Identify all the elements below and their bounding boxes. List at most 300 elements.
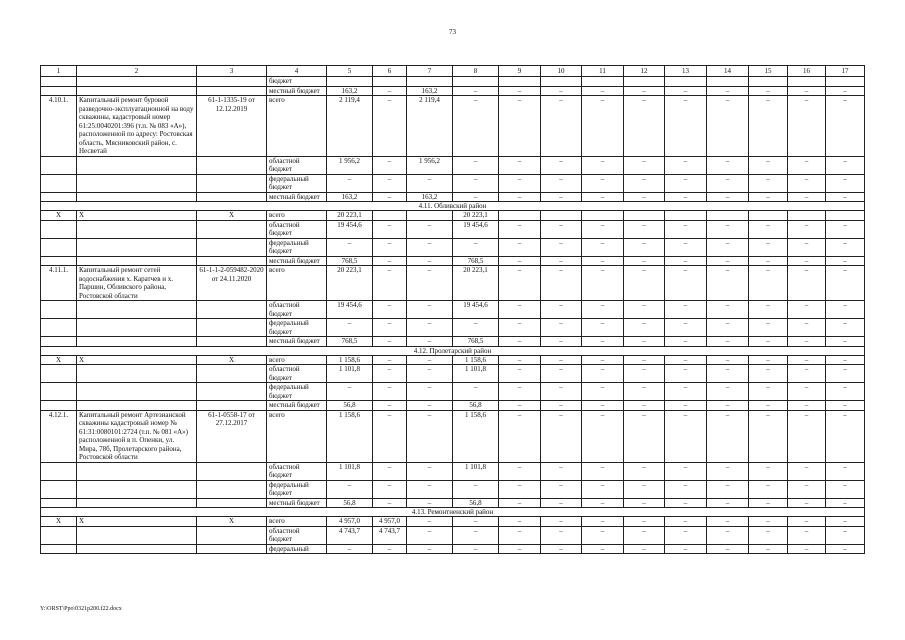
year-amount-cell: – bbox=[453, 156, 499, 174]
funding-source-cell: местный бюджет bbox=[267, 337, 327, 347]
year-amount-cell: – bbox=[749, 256, 788, 266]
year-amount-cell: – bbox=[788, 365, 826, 383]
year-amount-cell: – bbox=[788, 192, 826, 202]
year-amount-cell: – bbox=[453, 174, 499, 192]
item-number-cell bbox=[41, 192, 77, 202]
year-amount-cell bbox=[541, 77, 582, 87]
section-title: 4.11. Обливский район bbox=[41, 202, 865, 211]
year-amount-cell: – bbox=[453, 544, 499, 554]
year-amount-cell: – bbox=[707, 319, 749, 337]
object-name-cell: Капитальный ремонт Артезианской скважины кадастровый номер № 61:31:0080101:2724 (т.п. № 081 «А») расположенной в п. Опенки, ул. Мира, 78б, Пролетарского района, Ростовской области bbox=[77, 410, 197, 462]
year-amount-cell: – bbox=[541, 526, 582, 544]
year-amount-cell: – bbox=[407, 401, 453, 411]
year-amount-cell: – bbox=[453, 517, 499, 527]
funding-source-cell: всего bbox=[267, 517, 327, 527]
object-name-cell bbox=[77, 337, 197, 347]
total-amount-cell: – bbox=[327, 174, 373, 192]
column-header-cell: 10 bbox=[541, 66, 582, 77]
year-amount-cell bbox=[373, 211, 407, 221]
year-amount-cell: – bbox=[707, 410, 749, 462]
year-amount-cell: – bbox=[407, 526, 453, 544]
column-header-cell: 7 bbox=[407, 66, 453, 77]
year-amount-cell: – bbox=[582, 355, 624, 365]
year-amount-cell: – bbox=[407, 301, 453, 319]
year-amount-cell: – bbox=[582, 526, 624, 544]
year-amount-cell: – bbox=[707, 86, 749, 96]
year-amount-cell: – bbox=[624, 301, 665, 319]
total-amount-cell: 1 956,2 bbox=[327, 156, 373, 174]
item-number-cell: 4.10.1. bbox=[41, 96, 77, 157]
year-amount-cell bbox=[373, 77, 407, 87]
year-amount-cell: 19 454,6 bbox=[453, 220, 499, 238]
item-number-cell: X bbox=[41, 211, 77, 221]
year-amount-cell: – bbox=[541, 319, 582, 337]
object-name-cell bbox=[77, 319, 197, 337]
table-row bbox=[41, 517, 865, 527]
year-amount-cell bbox=[707, 77, 749, 87]
column-header-cell: 9 bbox=[499, 66, 541, 77]
funding-source-cell: всего bbox=[267, 96, 327, 157]
object-name-cell bbox=[77, 192, 197, 202]
year-amount-cell: – bbox=[453, 86, 499, 96]
year-amount-cell bbox=[788, 77, 826, 87]
year-amount-cell: – bbox=[499, 462, 541, 480]
year-amount-cell: – bbox=[788, 238, 826, 256]
item-number-cell bbox=[41, 337, 77, 347]
year-amount-cell: – bbox=[665, 174, 707, 192]
year-amount-cell: – bbox=[665, 480, 707, 498]
year-amount-cell: – bbox=[373, 544, 407, 554]
item-number-cell bbox=[41, 77, 77, 87]
year-amount-cell bbox=[826, 211, 865, 221]
year-amount-cell: – bbox=[499, 192, 541, 202]
document-ref-cell bbox=[197, 544, 267, 554]
year-amount-cell: – bbox=[407, 266, 453, 301]
year-amount-cell bbox=[582, 77, 624, 87]
year-amount-cell: – bbox=[582, 256, 624, 266]
document-ref-cell bbox=[197, 383, 267, 401]
year-amount-cell: – bbox=[665, 526, 707, 544]
year-amount-cell: – bbox=[373, 383, 407, 401]
year-amount-cell: – bbox=[826, 401, 865, 411]
year-amount-cell: – bbox=[749, 401, 788, 411]
year-amount-cell: – bbox=[788, 480, 826, 498]
year-amount-cell: – bbox=[373, 174, 407, 192]
year-amount-cell: – bbox=[407, 174, 453, 192]
section-title: 4.13. Ремонтненский район bbox=[41, 508, 865, 517]
year-amount-cell: – bbox=[499, 401, 541, 411]
year-amount-cell: – bbox=[707, 365, 749, 383]
year-amount-cell bbox=[453, 77, 499, 87]
year-amount-cell: – bbox=[707, 383, 749, 401]
table-row bbox=[41, 365, 865, 383]
year-amount-cell: – bbox=[788, 96, 826, 157]
year-amount-cell: – bbox=[788, 86, 826, 96]
table-row bbox=[41, 401, 865, 411]
year-amount-cell: – bbox=[407, 480, 453, 498]
funding-source-cell: федеральный бюджет bbox=[267, 319, 327, 337]
year-amount-cell: – bbox=[499, 337, 541, 347]
year-amount-cell: – bbox=[665, 544, 707, 554]
year-amount-cell: 163,2 bbox=[407, 86, 453, 96]
year-amount-cell: – bbox=[499, 220, 541, 238]
object-name-cell bbox=[77, 544, 197, 554]
funding-source-cell: местный бюджет bbox=[267, 256, 327, 266]
year-amount-cell: – bbox=[541, 220, 582, 238]
year-amount-cell: – bbox=[407, 238, 453, 256]
object-name-cell bbox=[77, 498, 197, 508]
year-amount-cell: – bbox=[749, 174, 788, 192]
year-amount-cell: – bbox=[749, 319, 788, 337]
year-amount-cell: – bbox=[788, 220, 826, 238]
year-amount-cell: – bbox=[749, 220, 788, 238]
year-amount-cell: – bbox=[624, 365, 665, 383]
year-amount-cell: – bbox=[749, 238, 788, 256]
year-amount-cell: – bbox=[499, 174, 541, 192]
year-amount-cell: – bbox=[624, 319, 665, 337]
year-amount-cell: – bbox=[826, 319, 865, 337]
year-amount-cell: – bbox=[582, 192, 624, 202]
year-amount-cell: – bbox=[707, 96, 749, 157]
year-amount-cell: – bbox=[707, 355, 749, 365]
table-row bbox=[41, 301, 865, 319]
year-amount-cell: – bbox=[788, 410, 826, 462]
table-row bbox=[41, 337, 865, 347]
year-amount-cell: – bbox=[624, 96, 665, 157]
object-name-cell bbox=[77, 86, 197, 96]
year-amount-cell bbox=[499, 211, 541, 221]
year-amount-cell: – bbox=[453, 319, 499, 337]
year-amount-cell: – bbox=[826, 462, 865, 480]
year-amount-cell: – bbox=[624, 256, 665, 266]
year-amount-cell: – bbox=[707, 301, 749, 319]
year-amount-cell: – bbox=[749, 156, 788, 174]
year-amount-cell: – bbox=[582, 86, 624, 96]
year-amount-cell: – bbox=[373, 410, 407, 462]
year-amount-cell: – bbox=[499, 365, 541, 383]
funding-source-cell: всего bbox=[267, 410, 327, 462]
year-amount-cell: – bbox=[407, 410, 453, 462]
year-amount-cell bbox=[582, 211, 624, 221]
year-amount-cell: 768,5 bbox=[453, 337, 499, 347]
year-amount-cell: – bbox=[624, 498, 665, 508]
year-amount-cell: – bbox=[541, 544, 582, 554]
year-amount-cell: – bbox=[541, 266, 582, 301]
year-amount-cell: 4 957,0 bbox=[373, 517, 407, 527]
item-number-cell bbox=[41, 220, 77, 238]
year-amount-cell: – bbox=[407, 365, 453, 383]
year-amount-cell: – bbox=[582, 544, 624, 554]
section-row bbox=[41, 508, 865, 517]
total-amount-cell: 4 743,7 bbox=[327, 526, 373, 544]
document-ref-cell bbox=[197, 77, 267, 87]
year-amount-cell: – bbox=[373, 498, 407, 508]
table-row bbox=[41, 86, 865, 96]
year-amount-cell: – bbox=[373, 337, 407, 347]
year-amount-cell: – bbox=[826, 383, 865, 401]
year-amount-cell: – bbox=[541, 238, 582, 256]
document-ref-cell bbox=[197, 174, 267, 192]
total-amount-cell: 768,5 bbox=[327, 256, 373, 266]
year-amount-cell: – bbox=[826, 365, 865, 383]
year-amount-cell: – bbox=[407, 256, 453, 266]
table-row bbox=[41, 174, 865, 192]
total-amount-cell: 20 223,1 bbox=[327, 266, 373, 301]
year-amount-cell: – bbox=[541, 498, 582, 508]
table-row bbox=[41, 544, 865, 554]
year-amount-cell: – bbox=[373, 220, 407, 238]
funding-source-cell: местный бюджет bbox=[267, 192, 327, 202]
year-amount-cell bbox=[499, 77, 541, 87]
year-amount-cell: – bbox=[541, 462, 582, 480]
funding-source-cell: областной бюджет bbox=[267, 301, 327, 319]
item-number-cell: 4.12.1. bbox=[41, 410, 77, 462]
year-amount-cell: – bbox=[407, 319, 453, 337]
document-ref-cell: X bbox=[197, 355, 267, 365]
table-row bbox=[41, 211, 865, 221]
total-amount-cell: – bbox=[327, 480, 373, 498]
year-amount-cell: 19 454,6 bbox=[453, 301, 499, 319]
year-amount-cell: – bbox=[826, 337, 865, 347]
year-amount-cell: – bbox=[707, 256, 749, 266]
funding-source-cell: местный бюджет bbox=[267, 498, 327, 508]
page-number: 73 bbox=[449, 28, 456, 36]
object-name-cell: Капитальный ремонт буровой разведочно-эксплуатационной на воду скважины, кадастровый номер 61:25:0040201:396 (т.п. № 083 «А»), расположенной по адресу: Ростовская область, Мясниковский район, с. Несветай bbox=[77, 96, 197, 157]
total-amount-cell: 163,2 bbox=[327, 86, 373, 96]
year-amount-cell: – bbox=[499, 498, 541, 508]
total-amount-cell: 56,8 bbox=[327, 498, 373, 508]
object-name-cell bbox=[77, 383, 197, 401]
year-amount-cell: – bbox=[788, 544, 826, 554]
year-amount-cell bbox=[749, 211, 788, 221]
year-amount-cell: – bbox=[499, 480, 541, 498]
total-amount-cell: 1 101,8 bbox=[327, 365, 373, 383]
item-number-cell bbox=[41, 319, 77, 337]
year-amount-cell: – bbox=[499, 517, 541, 527]
year-amount-cell: – bbox=[826, 498, 865, 508]
table-row bbox=[41, 383, 865, 401]
object-name-cell bbox=[77, 220, 197, 238]
year-amount-cell: – bbox=[499, 544, 541, 554]
item-number-cell: X bbox=[41, 517, 77, 527]
year-amount-cell: – bbox=[707, 462, 749, 480]
document-ref-cell bbox=[197, 301, 267, 319]
object-name-cell bbox=[77, 462, 197, 480]
document-ref-cell: 61-1-0558-17 от 27.12.2017 bbox=[197, 410, 267, 462]
table-row bbox=[41, 498, 865, 508]
year-amount-cell: – bbox=[707, 337, 749, 347]
document-ref-cell bbox=[197, 365, 267, 383]
year-amount-cell: – bbox=[665, 192, 707, 202]
year-amount-cell: – bbox=[373, 238, 407, 256]
year-amount-cell: – bbox=[407, 544, 453, 554]
column-header-cell: 6 bbox=[373, 66, 407, 77]
year-amount-cell: – bbox=[749, 517, 788, 527]
column-header-cell: 3 bbox=[197, 66, 267, 77]
year-amount-cell: – bbox=[499, 96, 541, 157]
year-amount-cell: – bbox=[407, 517, 453, 527]
year-amount-cell: – bbox=[624, 517, 665, 527]
year-amount-cell: – bbox=[788, 526, 826, 544]
section-row bbox=[41, 346, 865, 355]
year-amount-cell: – bbox=[788, 401, 826, 411]
year-amount-cell: – bbox=[499, 301, 541, 319]
year-amount-cell: – bbox=[541, 301, 582, 319]
year-amount-cell: – bbox=[453, 238, 499, 256]
funding-source-cell: всего bbox=[267, 266, 327, 301]
year-amount-cell bbox=[624, 77, 665, 87]
document-ref-cell: 61-1-1-2-059482-2020 от 24.11.2020 bbox=[197, 266, 267, 301]
year-amount-cell: – bbox=[707, 401, 749, 411]
funding-source-cell: федеральный бюджет bbox=[267, 383, 327, 401]
total-amount-cell: 1 158,6 bbox=[327, 410, 373, 462]
year-amount-cell: – bbox=[373, 86, 407, 96]
document-ref-cell bbox=[197, 86, 267, 96]
column-header-cell: 11 bbox=[582, 66, 624, 77]
column-header-cell: 14 bbox=[707, 66, 749, 77]
year-amount-cell: – bbox=[665, 238, 707, 256]
table-row bbox=[41, 220, 865, 238]
year-amount-cell: 768,5 bbox=[453, 256, 499, 266]
year-amount-cell: – bbox=[788, 498, 826, 508]
year-amount-cell bbox=[407, 77, 453, 87]
year-amount-cell: – bbox=[665, 220, 707, 238]
year-amount-cell: – bbox=[624, 544, 665, 554]
year-amount-cell: – bbox=[624, 220, 665, 238]
document-ref-cell bbox=[197, 192, 267, 202]
year-amount-cell: – bbox=[749, 480, 788, 498]
column-header-cell: 8 bbox=[453, 66, 499, 77]
object-name-cell: X bbox=[77, 211, 197, 221]
year-amount-cell: – bbox=[453, 480, 499, 498]
year-amount-cell bbox=[624, 211, 665, 221]
year-amount-cell: – bbox=[665, 86, 707, 96]
table-row bbox=[41, 192, 865, 202]
year-amount-cell bbox=[541, 211, 582, 221]
year-amount-cell: – bbox=[582, 337, 624, 347]
year-amount-cell: – bbox=[407, 337, 453, 347]
column-header-cell: 13 bbox=[665, 66, 707, 77]
year-amount-cell: – bbox=[582, 96, 624, 157]
year-amount-cell: – bbox=[582, 266, 624, 301]
year-amount-cell: – bbox=[665, 156, 707, 174]
table-row bbox=[41, 526, 865, 544]
year-amount-cell: – bbox=[665, 517, 707, 527]
table-row bbox=[41, 77, 865, 87]
document-ref-cell: X bbox=[197, 211, 267, 221]
item-number-cell: 4.11.1. bbox=[41, 266, 77, 301]
funding-source-cell: федеральный bbox=[267, 544, 327, 554]
document-ref-cell bbox=[197, 256, 267, 266]
year-amount-cell: – bbox=[373, 355, 407, 365]
year-amount-cell: – bbox=[749, 410, 788, 462]
year-amount-cell: – bbox=[541, 383, 582, 401]
object-name-cell bbox=[77, 77, 197, 87]
total-amount-cell: 56,8 bbox=[327, 401, 373, 411]
year-amount-cell: – bbox=[826, 86, 865, 96]
item-number-cell bbox=[41, 480, 77, 498]
year-amount-cell bbox=[749, 77, 788, 87]
object-name-cell: X bbox=[77, 355, 197, 365]
year-amount-cell: – bbox=[749, 86, 788, 96]
funding-source-cell: федеральный бюджет bbox=[267, 174, 327, 192]
year-amount-cell: – bbox=[582, 365, 624, 383]
year-amount-cell: – bbox=[788, 266, 826, 301]
year-amount-cell: – bbox=[749, 498, 788, 508]
year-amount-cell: – bbox=[665, 301, 707, 319]
object-name-cell bbox=[77, 480, 197, 498]
document-ref-cell bbox=[197, 498, 267, 508]
object-name-cell bbox=[77, 238, 197, 256]
year-amount-cell: 56,8 bbox=[453, 498, 499, 508]
item-number-cell bbox=[41, 544, 77, 554]
year-amount-cell: – bbox=[665, 96, 707, 157]
table-row bbox=[41, 96, 865, 157]
total-amount-cell bbox=[327, 77, 373, 87]
total-amount-cell: 1 158,6 bbox=[327, 355, 373, 365]
item-number-cell bbox=[41, 301, 77, 319]
item-number-cell bbox=[41, 174, 77, 192]
document-ref-cell: X bbox=[197, 517, 267, 527]
total-amount-cell: – bbox=[327, 383, 373, 401]
year-amount-cell: – bbox=[582, 480, 624, 498]
funding-source-cell: всего bbox=[267, 355, 327, 365]
document-ref-cell bbox=[197, 319, 267, 337]
year-amount-cell: – bbox=[749, 383, 788, 401]
funding-source-cell: бюджет bbox=[267, 77, 327, 87]
year-amount-cell: – bbox=[826, 526, 865, 544]
document-ref-cell bbox=[197, 238, 267, 256]
item-number-cell bbox=[41, 383, 77, 401]
object-name-cell bbox=[77, 401, 197, 411]
year-amount-cell: – bbox=[499, 86, 541, 96]
year-amount-cell bbox=[788, 211, 826, 221]
year-amount-cell: – bbox=[453, 192, 499, 202]
year-amount-cell: – bbox=[541, 517, 582, 527]
funding-source-cell: местный бюджет bbox=[267, 401, 327, 411]
budget-table bbox=[40, 65, 865, 554]
year-amount-cell: – bbox=[373, 256, 407, 266]
year-amount-cell: – bbox=[826, 174, 865, 192]
year-amount-cell: – bbox=[407, 355, 453, 365]
year-amount-cell: – bbox=[407, 498, 453, 508]
year-amount-cell: – bbox=[499, 383, 541, 401]
item-number-cell bbox=[41, 156, 77, 174]
year-amount-cell: – bbox=[707, 156, 749, 174]
table-row bbox=[41, 319, 865, 337]
year-amount-cell: – bbox=[749, 266, 788, 301]
table-row bbox=[41, 355, 865, 365]
year-amount-cell: – bbox=[826, 156, 865, 174]
year-amount-cell: – bbox=[541, 256, 582, 266]
year-amount-cell: – bbox=[624, 156, 665, 174]
table-row bbox=[41, 266, 865, 301]
column-header-cell: 16 bbox=[788, 66, 826, 77]
year-amount-cell: – bbox=[707, 192, 749, 202]
year-amount-cell: – bbox=[707, 174, 749, 192]
year-amount-cell: – bbox=[582, 410, 624, 462]
year-amount-cell: – bbox=[541, 337, 582, 347]
table-row bbox=[41, 238, 865, 256]
year-amount-cell: – bbox=[707, 544, 749, 554]
year-amount-cell: 4 743,7 bbox=[373, 526, 407, 544]
year-amount-cell: – bbox=[665, 256, 707, 266]
column-number-header bbox=[41, 66, 865, 77]
funding-source-cell: областной бюджет bbox=[267, 365, 327, 383]
year-amount-cell: – bbox=[407, 383, 453, 401]
object-name-cell bbox=[77, 156, 197, 174]
year-amount-cell: – bbox=[373, 266, 407, 301]
